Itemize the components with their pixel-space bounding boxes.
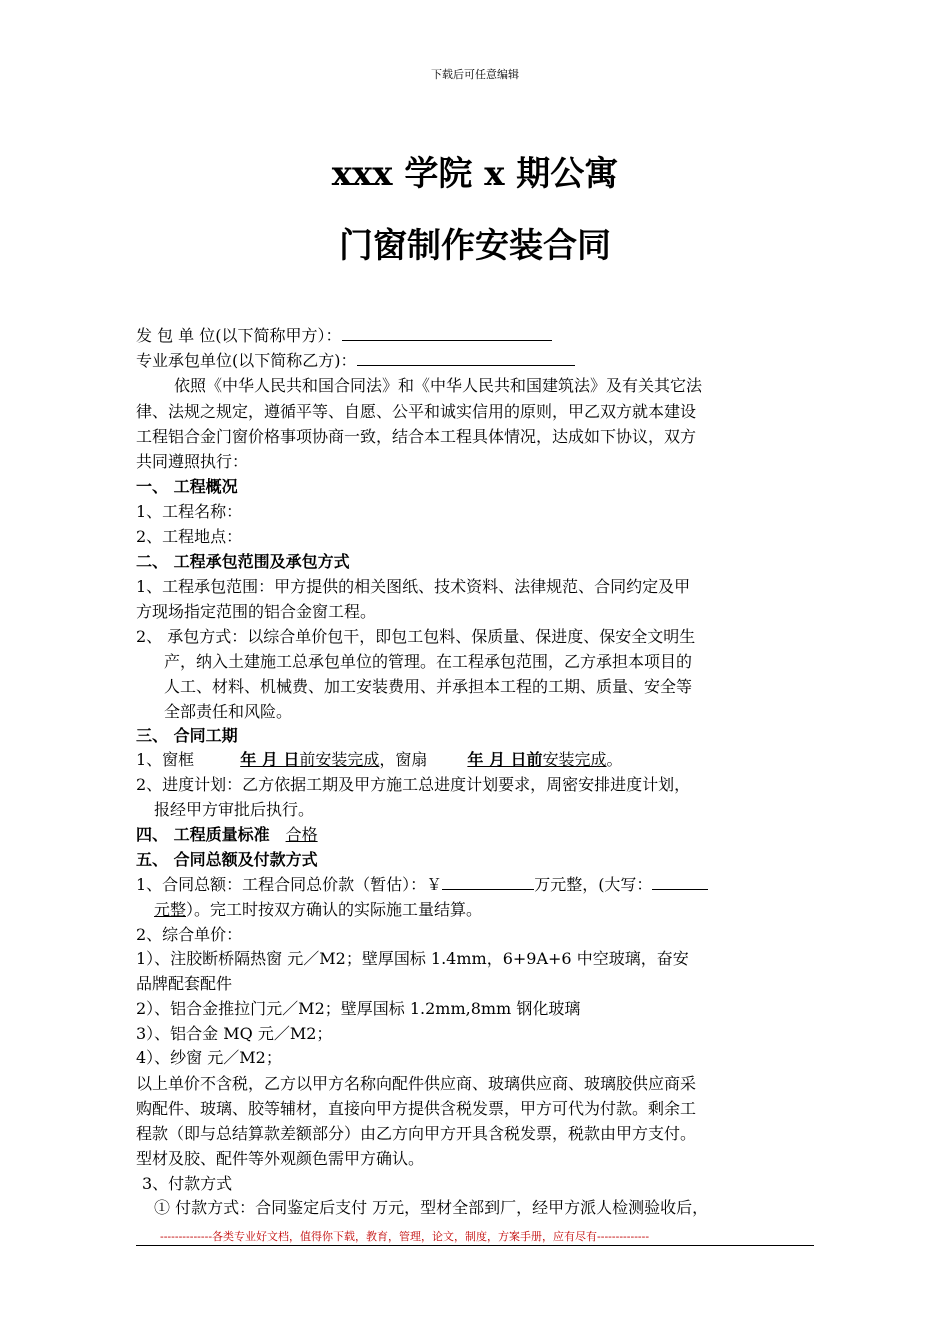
paragraph-line: 2、进度计划：乙方依据工期及甲方施工总进度计划要求，周密安排进度计划， bbox=[136, 775, 691, 794]
section-heading: 一、 工程概况 bbox=[136, 477, 238, 496]
total-words-blank bbox=[652, 873, 708, 890]
paragraph-line: 型材及胶、配件等外观颜色需甲方确认。 bbox=[136, 1149, 425, 1168]
intro-line: 工程铝合金门窗价格事项协商一致，结合本工程具体情况，达成如下协议，双方 bbox=[136, 427, 697, 446]
intro-line: 律、法规之规定，遵循平等、自愿、公平和诚实信用的原则，甲乙双方就本建设 bbox=[136, 402, 697, 421]
section-heading: 四、 工程质量标准 bbox=[136, 825, 270, 844]
total-text: 万元整，(大写： bbox=[534, 875, 653, 894]
period-text: 前安装完成 bbox=[299, 750, 380, 769]
paragraph-line: 2、 承包方式：以综合单价包干，即包工包料、保质量、保进度、保安全文明生 bbox=[136, 627, 696, 646]
section-heading: 五、 合同总额及付款方式 bbox=[136, 850, 318, 869]
unit-price-item: 4）、纱窗 元／M2； bbox=[136, 1048, 282, 1067]
period-text: 安装完成 bbox=[542, 750, 607, 769]
unit-price-item: 1）、注胶断桥隔热窗 元／M2；壁厚国标 1.4mm，6+9A+6 中空玻璃，奋安 bbox=[136, 949, 689, 968]
paragraph-line: 以上单价不含税，乙方以甲方名称向配件供应商、玻璃供应商、玻璃胶供应商采 bbox=[136, 1074, 697, 1093]
party-b-blank bbox=[357, 349, 575, 366]
paragraph-line: 1、工程承包范围：甲方提供的相关图纸、技术资料、法律规范、合同约定及甲 bbox=[136, 577, 691, 596]
unit-price-item: 品牌配套配件 bbox=[136, 974, 233, 993]
intro-line: 共同遵照执行： bbox=[136, 452, 249, 471]
party-a-blank bbox=[342, 324, 552, 341]
document-title-line1: xxx 学院 x 期公寓 bbox=[331, 154, 619, 194]
period-text: 1、窗框 bbox=[136, 750, 195, 769]
paragraph-line: 全部责任和风险。 bbox=[164, 702, 293, 721]
party-b-label: 专业承包单位(以下简称乙方)： bbox=[136, 351, 357, 370]
section-heading: 三、 合同工期 bbox=[136, 726, 238, 745]
intro-line: 依照《中华人民共和国合同法》和《中华人民共和国建筑法》及有关其它法 bbox=[174, 376, 703, 395]
party-b-line bbox=[136, 349, 575, 373]
unit-price-item: 3）、铝合金 MQ 元／M2； bbox=[136, 1024, 333, 1043]
total-text: 1、合同总额：工程合同总价款（暂估）：￥ bbox=[136, 875, 443, 894]
paragraph-line: 购配件、玻璃、胶等辅材，直接向甲方提供含税发票，甲方可代为付款。剩余工 bbox=[136, 1099, 697, 1118]
construction-period-line bbox=[136, 748, 623, 772]
contract-total-line bbox=[136, 873, 708, 897]
paragraph-line: ① 付款方式：合同鉴定后支付 万元，型材全部到厂，经甲方派人检测验收后， bbox=[154, 1198, 709, 1217]
header-note: 下载后可任意编辑 bbox=[431, 68, 519, 81]
frame-date-field: 年 月 日 bbox=[240, 750, 300, 769]
contract-total-line-2 bbox=[154, 898, 482, 922]
period-text: ，窗扇 bbox=[379, 750, 428, 769]
document-title-line2: 门窗制作安装合同 bbox=[339, 226, 611, 266]
total-text: 元整 bbox=[154, 900, 187, 919]
total-text: ）。完工时按双方确认的实际施工量结算。 bbox=[186, 900, 483, 919]
payment-heading: 3、付款方式 bbox=[142, 1174, 233, 1193]
quality-value: 合格 bbox=[285, 825, 318, 844]
total-amount-blank bbox=[442, 873, 534, 890]
quality-standard-line bbox=[136, 823, 318, 847]
party-a-label: 发 包 单 位(以下简称甲方）： bbox=[136, 326, 342, 345]
list-item: 1、工程名称： bbox=[136, 502, 243, 521]
sash-date-field: 年 月 日前 bbox=[467, 750, 543, 769]
paragraph-line: 人工、材料、机械费、加工安装费用、并承担本工程的工期、质量、安全等 bbox=[164, 677, 693, 696]
party-a-line bbox=[136, 324, 552, 348]
unit-price-heading: 2、综合单价： bbox=[136, 925, 243, 944]
list-item: 2、工程地点： bbox=[136, 527, 243, 546]
paragraph-line: 程款（即与总结算款差额部分）由乙方向甲方开具含税发票，税款由甲方支付。 bbox=[136, 1124, 697, 1143]
footer-rule bbox=[136, 1245, 814, 1246]
section-heading: 二、 工程承包范围及承包方式 bbox=[136, 552, 350, 571]
paragraph-line: 报经甲方审批后执行。 bbox=[154, 800, 315, 819]
footer-banner: --------------各类专业好文档，值得你下载，教育，管理，论文，制度，方案手册，应有尽有-------------- bbox=[160, 1230, 650, 1243]
unit-price-item: 2）、铝合金推拉门元／M2；壁厚国标 1.2mm,8mm 钢化玻璃 bbox=[136, 999, 581, 1018]
paragraph-line: 方现场指定范围的铝合金窗工程。 bbox=[136, 602, 377, 621]
paragraph-line: 产，纳入土建施工总承包单位的管理。在工程承包范围，乙方承担本项目的 bbox=[164, 652, 693, 671]
period-text: 。 bbox=[606, 750, 623, 769]
